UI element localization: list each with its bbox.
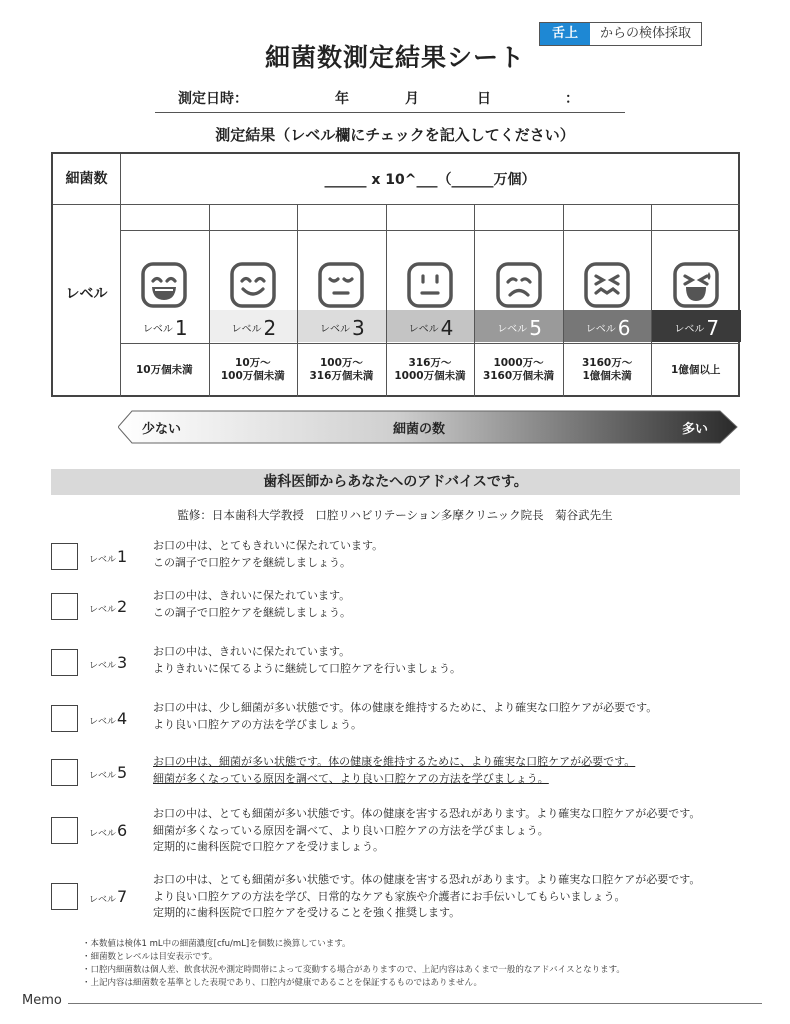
level-check-cell[interactable] bbox=[210, 205, 298, 230]
advice-level-label: レベル5 bbox=[89, 763, 128, 782]
advice-checkbox[interactable] bbox=[51, 705, 78, 732]
level-badge-number: 1 bbox=[174, 316, 188, 340]
level-badge-prefix: レベル bbox=[231, 324, 262, 335]
level-column-4 bbox=[386, 204, 475, 397]
level-badge-number: 4 bbox=[440, 316, 454, 340]
advice-level-label: レベル7 bbox=[89, 887, 128, 906]
level-column-2 bbox=[209, 204, 298, 397]
scale-low-label: 少ない bbox=[142, 422, 182, 437]
level-badge-prefix: レベル bbox=[142, 324, 173, 335]
level-badge-prefix: レベル bbox=[497, 324, 528, 335]
scale-high-label: 多い bbox=[682, 422, 709, 437]
month-label: 月 bbox=[405, 91, 419, 107]
level-check-cell[interactable] bbox=[387, 205, 475, 230]
result-table bbox=[51, 152, 740, 397]
advice-text: お口の中は、とても細菌が多い状態です。体の健康を害する恐れがあります。より確実な口腔ケアが必要です。 より良い口腔ケアの方法を学び、日常的なケアも家族や介護者にお手伝いしてもらいましょう。 定期的に歯科医院で口腔ケアを受けることを強く推奨します。 bbox=[153, 873, 701, 919]
result-subtitle: 測定結果（レベル欄にチェックを記入してください） bbox=[215, 126, 575, 144]
day-label: 日 bbox=[477, 91, 491, 107]
face-icon-calm bbox=[316, 260, 366, 310]
level-badge-prefix: レベル bbox=[585, 324, 616, 335]
level-check-cell[interactable] bbox=[652, 205, 740, 230]
level-check-cell[interactable] bbox=[475, 205, 563, 230]
footnote: ・上記内容は細菌数を基準とした表現であり、口腔内が健康であることを保証するものではありません。 bbox=[82, 978, 483, 988]
footnote: ・口腔内細菌数は個人差、飲食状況や測定時間帯によって変動する場合がありますので、上記内容はあくまで一般的なアドバイスとなります。 bbox=[82, 965, 625, 975]
advice-header: 歯科医師からあなたへのアドバイスです。 bbox=[51, 469, 740, 495]
level-range: 316万～ 1000万個未満 bbox=[394, 357, 466, 382]
level-badge-number: 7 bbox=[706, 316, 720, 340]
count-formula: ______ x 10^___（______万個） bbox=[324, 172, 536, 188]
level-check-cell[interactable] bbox=[564, 205, 652, 230]
page-title: 細菌数測定結果シート bbox=[264, 43, 525, 72]
memo-line[interactable] bbox=[68, 1003, 762, 1004]
face-icon-grin bbox=[139, 260, 189, 310]
level-badge-prefix: レベル bbox=[320, 324, 351, 335]
level-range: 100万～ 316万個未満 bbox=[309, 357, 374, 382]
date-label: 測定日時： bbox=[178, 91, 248, 107]
advice-level-label: レベル2 bbox=[89, 597, 128, 616]
advice-checkbox[interactable] bbox=[51, 649, 78, 676]
level-badge-prefix: レベル bbox=[408, 324, 439, 335]
level-range: 3160万～ 1億個未満 bbox=[582, 357, 633, 382]
level-label: レベル bbox=[65, 286, 108, 302]
advice-text: お口の中は、とても細菌が多い状態です。体の健康を害する恐れがあります。より確実な口腔ケアが必要です。 細菌が多くなっている原因を調べて、より良い口腔ケアの方法を学びましょう。 定期的に歯科医院で口腔ケアを受けましょう。 bbox=[153, 807, 701, 853]
level-badge-number: 2 bbox=[263, 316, 277, 340]
level-column-5 bbox=[474, 204, 563, 397]
level-badge-number: 3 bbox=[352, 316, 365, 340]
level-check-cell[interactable] bbox=[121, 205, 209, 230]
level-column-3 bbox=[297, 204, 386, 397]
level-badge-number: 6 bbox=[617, 316, 631, 340]
advice-checkbox[interactable] bbox=[51, 759, 78, 786]
advice-level-label: レベル3 bbox=[89, 653, 128, 672]
level-badge bbox=[121, 310, 210, 342]
advice-text: お口の中は、きれいに保たれています。 よりきれいに保てるように継続して口腔ケアを行いましょう。 bbox=[153, 645, 461, 675]
footnote: ・細菌数とレベルは目安表示です。 bbox=[82, 952, 218, 962]
level-badge-number: 5 bbox=[529, 316, 542, 340]
level-range: 10万個未満 bbox=[135, 363, 193, 376]
advice-text: お口の中は、少し細菌が多い状態です。体の健康を維持するために、より確実な口腔ケアが必要です。 より良い口腔ケアの方法を学びましょう。 bbox=[153, 701, 658, 731]
sample-source-text: からの検体採取 bbox=[600, 26, 692, 41]
advice-text: お口の中は、きれいに保たれています。 この調子で口腔ケアを継続しましょう。 bbox=[153, 589, 351, 619]
count-label: 細菌数 bbox=[65, 171, 108, 187]
advice-level-label: レベル1 bbox=[89, 547, 128, 566]
level-badge bbox=[210, 310, 299, 342]
footnotes bbox=[82, 938, 625, 990]
face-icon-wince bbox=[582, 260, 632, 310]
advice-text: お口の中は、細菌が多い状態です。体の健康を維持するために、より確実な口腔ケアが必要です。 細菌が多くなっている原因を調べて、より良い口腔ケアの方法を学びましょう。 bbox=[153, 755, 636, 785]
advice-level-label: レベル4 bbox=[89, 709, 128, 728]
advice-checkbox[interactable] bbox=[51, 817, 78, 844]
supervisor-credit: 監修：日本歯科大学教授 口腔リハビリテーション多摩クリニック院長 菊谷武先生 bbox=[177, 508, 613, 522]
level-column-7 bbox=[651, 204, 740, 397]
level-badge bbox=[298, 310, 387, 342]
advice-checkbox[interactable] bbox=[51, 593, 78, 620]
level-badge bbox=[564, 310, 653, 342]
face-icon-neutral bbox=[405, 260, 455, 310]
time-colon: ： bbox=[565, 91, 579, 107]
footnote: ・本数値は検体1 mL中の細菌濃度[cfu/mL]を個数に換算しています。 bbox=[82, 939, 351, 949]
scale-mid-label: 細菌の数 bbox=[393, 422, 446, 437]
face-icon-smile bbox=[228, 260, 278, 310]
level-range: 1億個以上 bbox=[671, 363, 721, 376]
face-icon-cry bbox=[671, 260, 721, 310]
level-badge-prefix: レベル bbox=[674, 324, 705, 335]
advice-level-label: レベル6 bbox=[89, 821, 128, 840]
sample-source-highlight: 舌上 bbox=[540, 23, 590, 45]
advice-checkbox[interactable] bbox=[51, 883, 78, 910]
measurement-date-row bbox=[155, 88, 625, 113]
level-check-cell[interactable] bbox=[298, 205, 386, 230]
level-range: 10万～ 100万個未満 bbox=[220, 357, 285, 382]
face-icon-sad bbox=[494, 260, 544, 310]
memo-label: Memo bbox=[22, 993, 62, 1008]
level-badge bbox=[387, 310, 476, 342]
level-column-1 bbox=[120, 204, 209, 397]
level-badge bbox=[475, 310, 564, 342]
advice-checkbox[interactable] bbox=[51, 543, 78, 570]
level-range: 1000万～ 3160万個未満 bbox=[482, 357, 555, 382]
advice-text: お口の中は、とてもきれいに保たれています。 この調子で口腔ケアを継続しましょう。 bbox=[153, 539, 384, 569]
level-column-6 bbox=[563, 204, 652, 397]
year-label: 年 bbox=[335, 91, 349, 107]
level-badge bbox=[652, 310, 741, 342]
